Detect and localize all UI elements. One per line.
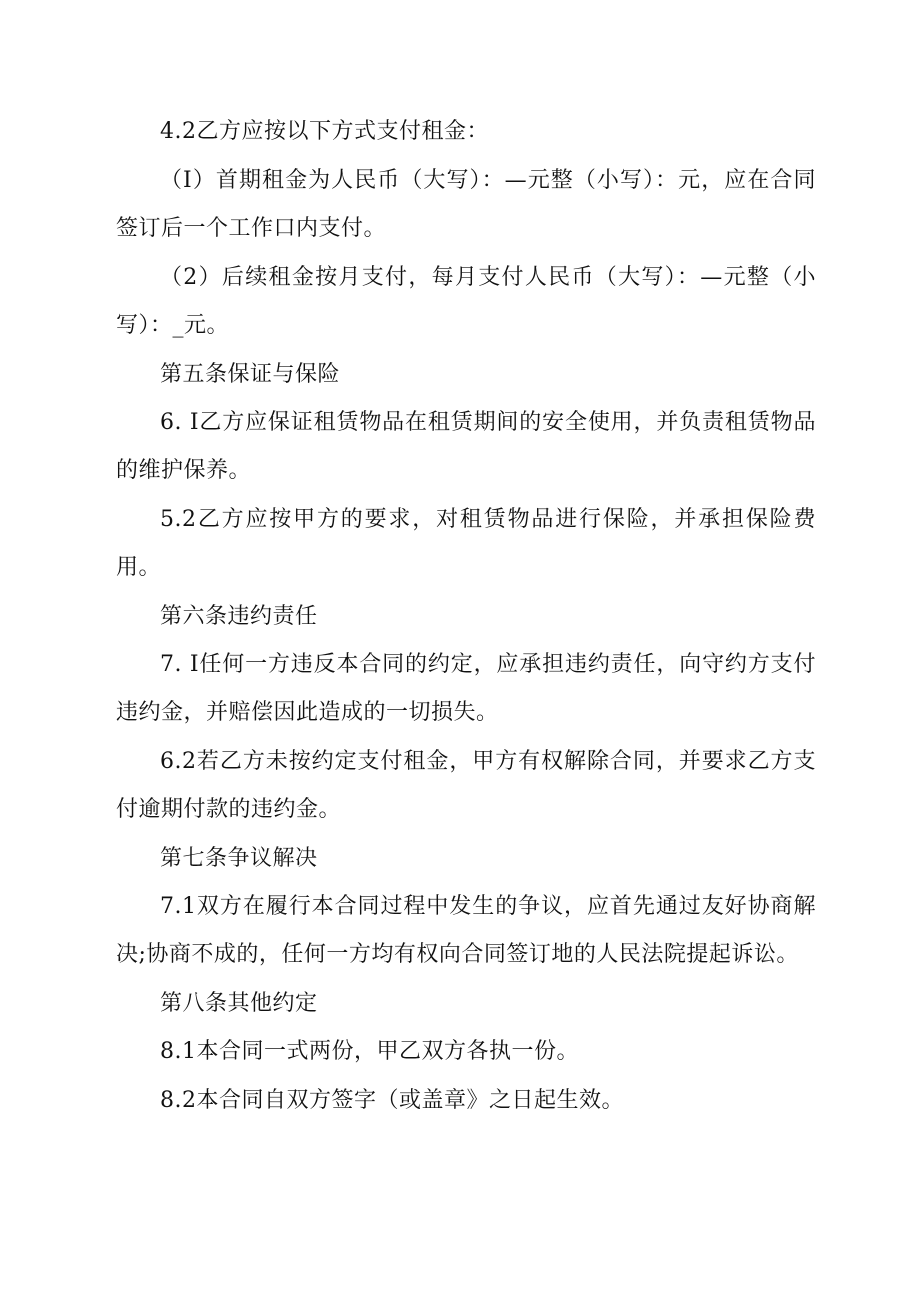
paragraph-8-2: 8.2本合同自双方签字（或盖章》之日起生效。 — [160, 1088, 624, 1113]
paragraph-5-2: 5.2乙方应按甲方的要求，对租赁物品进行保险，并承担保险费用。 — [116, 507, 816, 580]
paragraph-6-1: 7. I任何一方违反本合同的约定，应承担违约责任，向守约方支付违约金，并赔偿因此造成的一切损失。 — [116, 652, 816, 725]
paragraph-4-2: 4.2乙方应按以下方式支付租金： — [160, 119, 489, 144]
paragraph-4-2-item-1: （I）首期租金为人民币（大写）：—元整（小写）：元，应在合同签订后一个工作口内支付。 — [116, 168, 816, 241]
section-heading-7: 第七条争议解决 — [160, 846, 318, 871]
document-page — [116, 108, 816, 1126]
paragraph-6-2: 6.2若乙方未按约定支付租金，甲方有权解除合同，并要求乙方支付逾期付款的违约金。 — [116, 749, 816, 822]
paragraph-4-2-item-2: （2）后续租金按月支付，每月支付人民币（大写）：—元整（小写）：_元。 — [116, 265, 816, 338]
section-heading-6: 第六条违约责任 — [160, 604, 318, 629]
section-heading-8: 第八条其他约定 — [160, 991, 318, 1016]
paragraph-7-1: 7.1双方在履行本合同过程中发生的争议，应首先通过友好协商解决;协商不成的，任何一方均有权向合同签订地的人民法院提起诉讼。 — [116, 894, 816, 967]
paragraph-5-1: 6. I乙方应保证租赁物品在租赁期间的安全使用，并负责租赁物品的维护保养。 — [116, 410, 816, 483]
section-heading-5: 第五条保证与保险 — [160, 362, 341, 387]
paragraph-8-1: 8.1本合同一式两份，甲乙双方各执一份。 — [160, 1039, 579, 1064]
